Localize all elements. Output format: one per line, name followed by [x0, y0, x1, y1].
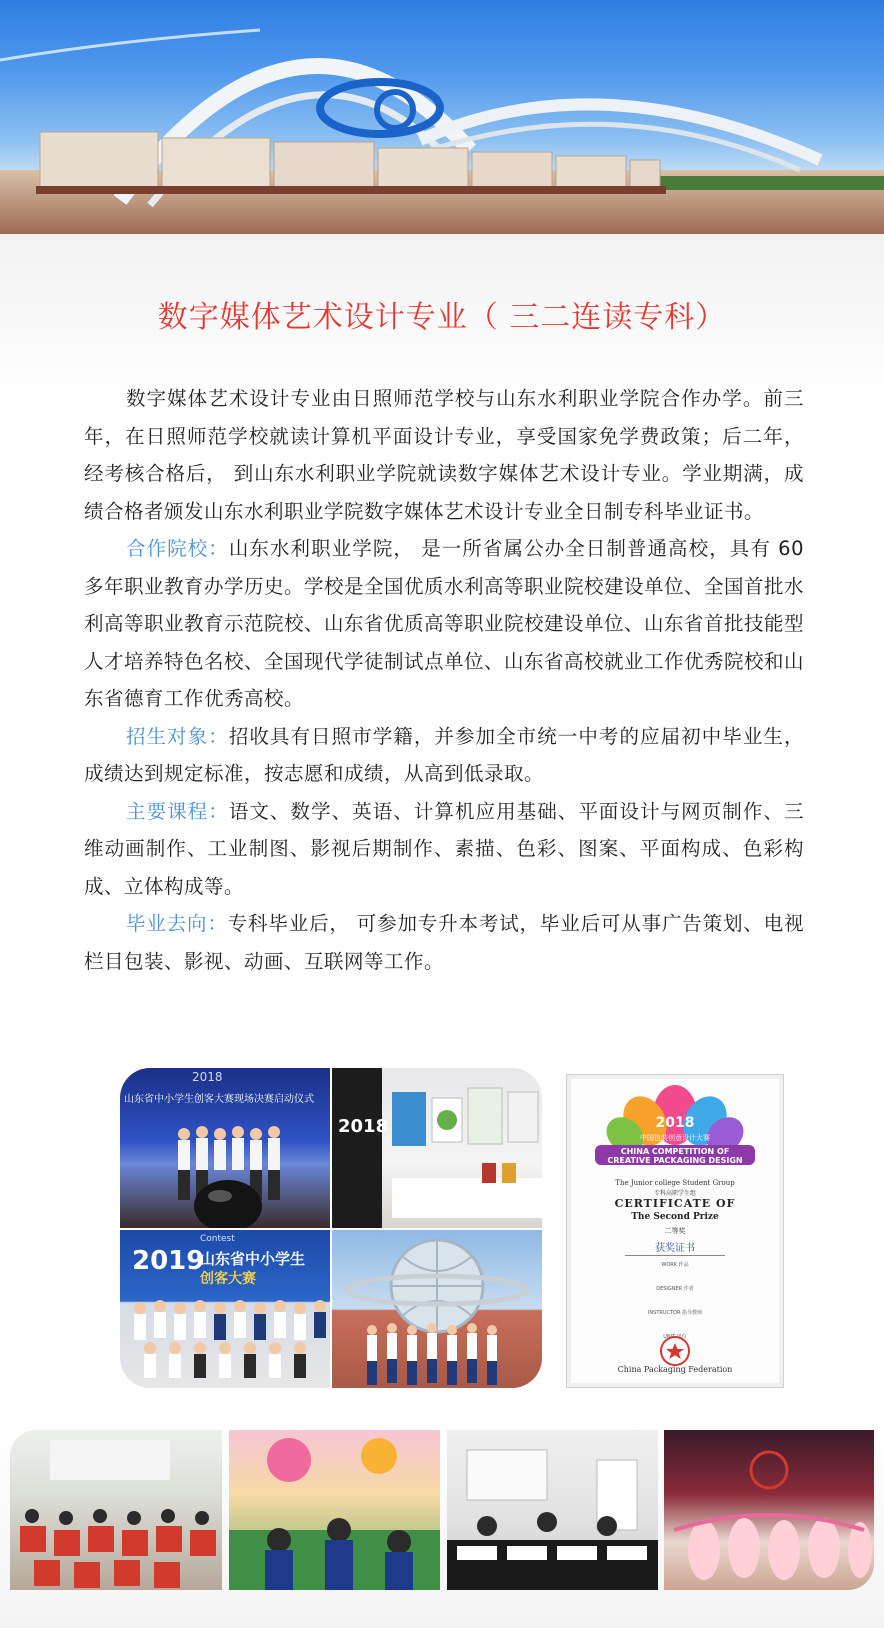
- cert-year: 2018: [655, 1115, 695, 1131]
- cert-instructor-label: INSTRUCTOR 指导教师: [647, 1310, 703, 1316]
- cert-prize-en: The Second Prize: [631, 1212, 719, 1222]
- section-career: [84, 905, 804, 980]
- photo-banner-text: 山东省中小学生创客大赛现场决赛启动仪式: [124, 1094, 314, 1105]
- award-certificate: [566, 1074, 784, 1388]
- intro-paragraph: 数字媒体艺术设计专业由日照师范学校与山东水利职业学院合作办学。前三年，在日照师范学校就读计算机平面设计专业，享受国家免学费政策；后二年， 经考核合格后， 到山东水利职业学院就读数字媒体艺术设计专业。学业期满，成绩合格者颁发山东水利职业学院数字媒体艺术设计专业全日制专科毕业证书。: [84, 387, 804, 523]
- section-text: 语文、数学、英语、计算机应用基础、平面设计与网页制作、三维动画制作、工业制图、影视后期制作、素描、色彩、图案、平面构成、色彩构成、立体构成等。: [84, 799, 804, 898]
- cert-group: The Junior college Student Group: [615, 1179, 735, 1187]
- dance-performance-photo: [664, 1430, 874, 1590]
- exhibition-photo: [332, 1068, 542, 1228]
- cert-cn-competition: 中国包装创意设计大赛: [640, 1134, 710, 1142]
- section-label: 主要课程：: [126, 799, 229, 823]
- section-label: 毕业去向：: [126, 912, 228, 935]
- section-partner: [84, 530, 804, 718]
- contest-ceremony-photo: [120, 1068, 330, 1228]
- cert-designer-label: DESIGNER 作者: [656, 1286, 694, 1292]
- photo-year: 2018: [338, 1116, 389, 1137]
- photo-contest-title: 山东省中小学生: [200, 1250, 306, 1268]
- cert-work-label: WORK 作品: [661, 1262, 689, 1268]
- cert-award-cn: 获奖证书: [655, 1243, 695, 1254]
- campus-gate-photo: [0, 0, 884, 234]
- page-title: 数字媒体艺术设计专业（ 三二连读专科）: [157, 300, 727, 335]
- photo-small-text: Contest: [200, 1234, 235, 1244]
- globe-sculpture-photo: [332, 1230, 542, 1388]
- photo-collage: [120, 1068, 542, 1388]
- piano-class-photo: [447, 1430, 658, 1590]
- cert-en-competition-2: CREATIVE PACKAGING DESIGN: [607, 1156, 743, 1165]
- cert-unit-label: UNIT 单位: [663, 1334, 687, 1340]
- cert-prize-cn: 二等奖: [664, 1227, 686, 1235]
- cert-federation: China Packaging Federation: [617, 1365, 733, 1374]
- section-text: 专科毕业后， 可参加专升本考试，毕业后可从事广告策划、电视栏目包装、影视、动画、互联网等工作。: [84, 912, 804, 973]
- photo-year: 2019: [132, 1246, 205, 1276]
- cert-title: CERTIFICATE OF: [614, 1197, 736, 1210]
- papercut-class-photo: [10, 1430, 222, 1590]
- cert-group-cn: 专科高职学生组: [653, 1190, 696, 1197]
- section-label: 招生对象：: [126, 724, 229, 748]
- cert-en-competition-1: CHINA COMPETITION OF: [620, 1147, 730, 1156]
- photo-year: 2018: [192, 1070, 223, 1084]
- photo-contest-sub: 创客大赛: [200, 1271, 256, 1287]
- section-courses: [84, 793, 804, 906]
- section-text: 招收具有日照市学籍，并参加全市统一中考的应届初中毕业生，成绩达到规定标准，按志愿和成绩，从高到低录取。: [84, 724, 804, 785]
- handicraft-class-photo: [229, 1430, 440, 1590]
- group-photo-2019: [120, 1230, 330, 1388]
- description-body: [84, 380, 804, 980]
- section-label: 合作院校：: [126, 537, 229, 560]
- section-text: 山东水利职业学院， 是一所省属公办全日制普通高校，具有 60 多年职业教育办学历史。学校是全国优质水利高等职业院校建设单位、全国首批水利高等职业教育示范院校、山东省优质高等职业院校建设单位、山东省首批技能型人才培养特色名校、全国现代学徒制试点单位、山东省高校就业工作优秀院校和山东省德育工作优秀高校。: [84, 537, 805, 710]
- section-enrollment: [84, 718, 804, 793]
